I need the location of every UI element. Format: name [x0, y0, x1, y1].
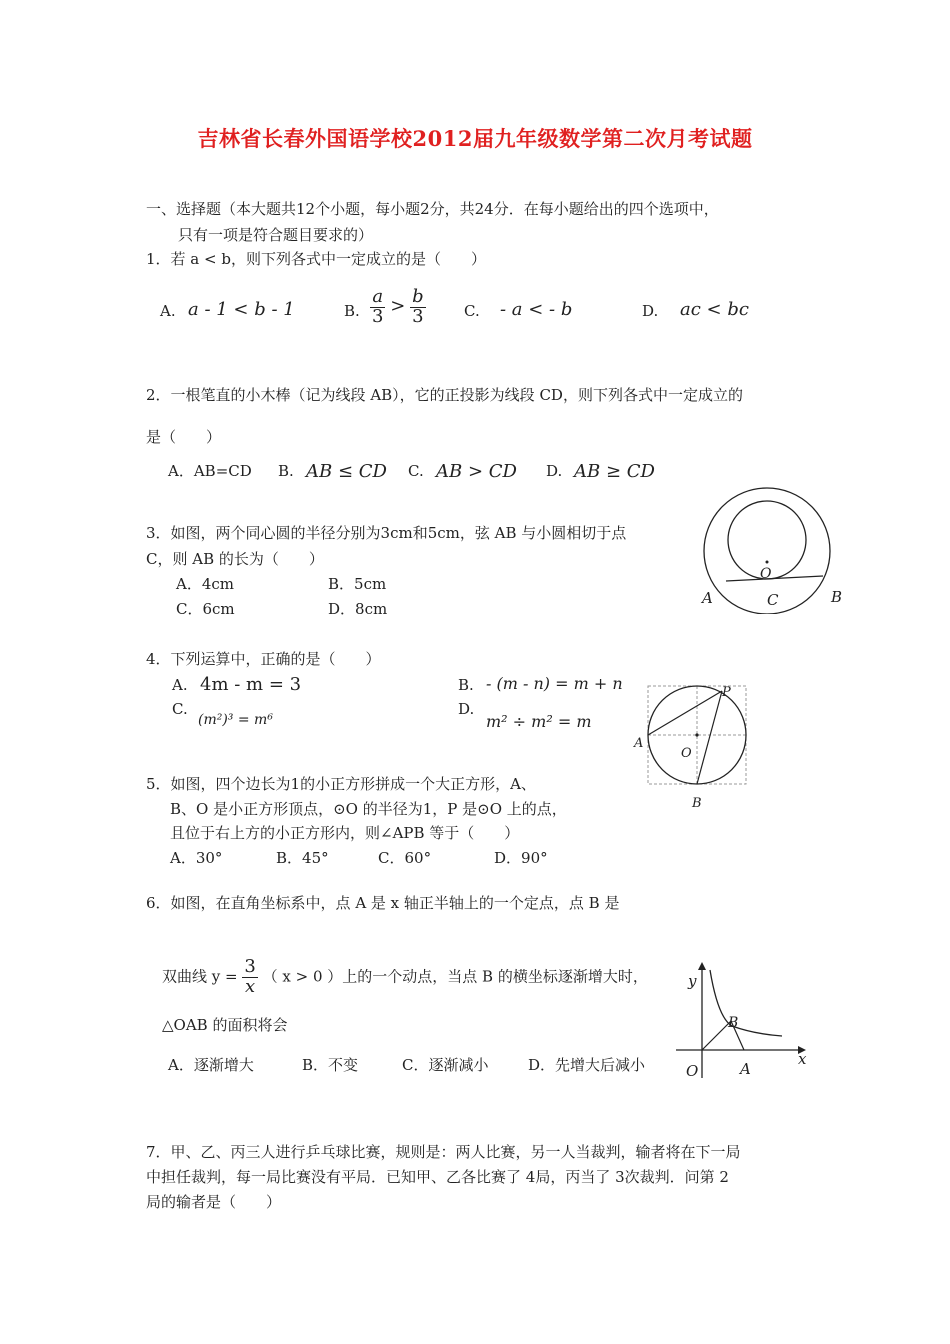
q3-option-a: A．4cm — [176, 575, 235, 593]
q4-option-b-label: B. — [458, 676, 474, 694]
q4-stem: 4．下列运算中，正确的是（ ） — [146, 650, 381, 668]
q5-center-dot — [695, 733, 698, 736]
q2-line2: 是（ ） — [146, 428, 222, 446]
q1-b-fraction-2: $\frac{b}{3}$ — [412, 286, 424, 327]
q5-label-p: P — [722, 685, 731, 700]
q5-label-o: O — [681, 746, 692, 761]
q5-line1: 5．如图，四个边长为1的小正方形拼成一个大正方形，A、 — [146, 775, 536, 793]
q6-option-d: D．先增大后减小 — [528, 1056, 646, 1074]
q6-label-b: B — [728, 1015, 739, 1031]
q6-line3: △OAB 的面积将会 — [162, 1016, 288, 1034]
q5-option-b: B．45° — [276, 849, 329, 867]
page-title: 吉林省长春外国语学校2012届九年级数学第二次月考试题 — [197, 126, 753, 151]
q4-option-a-label: A. — [172, 676, 188, 694]
q7-line1: 7．甲、乙、丙三人进行乒乓球比赛，规则是：两人比赛，另一人当裁判，输者将在下一局 — [146, 1143, 741, 1161]
q1-option-c: - a < - b — [500, 299, 573, 320]
q3-chord-ab — [726, 576, 823, 581]
q1-stem: 1．若 a < b，则下列各式中一定成立的是（ ） — [146, 250, 486, 268]
q5-chord-ap — [648, 691, 722, 735]
q3-concentric-circles-figure — [690, 484, 860, 614]
q2-option-d: AB ≥ CD — [574, 461, 655, 482]
q5-label-b: B — [692, 796, 702, 811]
q6-y-axis-arrow — [698, 962, 706, 970]
q3-label-o: O — [760, 566, 772, 582]
q4-option-a: 4m - m = 3 — [200, 674, 302, 695]
q6-option-a: A．逐渐增大 — [168, 1056, 254, 1074]
q5-option-d: D．90° — [494, 849, 548, 867]
q1-option-d-label: D. — [642, 302, 659, 320]
q5-chord-bp — [697, 691, 722, 784]
q6-label-o: O — [686, 1062, 699, 1080]
q1-option-b-label: B. — [344, 302, 360, 320]
q5-line2: B、O 是小正方形顶点，⊙O 的半径为1，P 是⊙O 上的点， — [170, 800, 567, 818]
q3-line2: C，则 AB 的长为（ ） — [146, 550, 324, 568]
q6-option-c: C．逐渐减小 — [402, 1056, 489, 1074]
q3-label-a: A — [702, 589, 713, 607]
q3-option-d: D．8cm — [328, 600, 388, 618]
q6-line1: 6．如图，在直角坐标系中，点 A 是 x 轴正半轴上的一个定点，点 B 是 — [146, 894, 620, 912]
q2-option-c: AB > CD — [436, 461, 517, 482]
q1-b-fraction-1: $\frac{a}{3}$ — [372, 286, 384, 327]
q6-option-b: B．不变 — [302, 1056, 359, 1074]
q4-option-d: m² ÷ m² = m — [486, 712, 592, 731]
q7-line2: 中担任裁判，每一局比赛没有平局．已知甲、乙各比赛了 4局，丙当了 3次裁判．问第 2 — [146, 1168, 729, 1186]
q1-option-d: ac < bc — [680, 299, 749, 320]
q2-option-b: AB ≤ CD — [306, 461, 387, 482]
q5-line3: 且位于右上方的小正方形内，则∠APB 等于（ ） — [170, 824, 520, 842]
q4-option-c-label: C. — [172, 700, 188, 718]
q3-line1: 3．如图，两个同心圆的半径分别为3cm和5cm，弦 AB 与小圆相切于点 — [146, 524, 627, 542]
q5-option-a: A．30° — [170, 849, 223, 867]
q4-option-b: - (m - n) = m + n — [486, 674, 623, 693]
q1-option-a: a - 1 < b - 1 — [188, 299, 295, 320]
q6-label-y: y — [688, 972, 697, 990]
q5-square-circle-figure — [628, 680, 758, 812]
q2-option-d-label: D. — [546, 462, 563, 480]
q3-label-b: B — [831, 588, 843, 606]
q4-option-d-label: D. — [458, 700, 475, 718]
section-heading-line1: 一、选择题（本大题共12个小题，每小题2分，共24分．在每小题给出的四个选项中， — [146, 200, 719, 218]
q5-label-a: A — [634, 736, 644, 751]
q2-option-b-label: B. — [278, 462, 294, 480]
q5-option-c: C．60° — [378, 849, 432, 867]
q2-option-a: A．AB=CD — [168, 462, 252, 480]
q7-line3: 局的输者是（ ） — [146, 1193, 282, 1211]
q1-option-a-label: A. — [160, 302, 176, 320]
q6-hyperbola-curve — [710, 970, 782, 1036]
q3-center-dot — [766, 561, 769, 564]
q2-option-c-label: C. — [408, 462, 424, 480]
q1-option-b: $\frac{a}{3}$ > $\frac{b}{3}$ — [372, 286, 424, 327]
q3-label-c: C — [767, 591, 779, 609]
q3-option-b: B．5cm — [328, 575, 387, 593]
q6-segment-ob — [702, 1021, 731, 1050]
q3-option-c: C．6cm — [176, 600, 235, 618]
q6-label-a: A — [740, 1060, 751, 1078]
q1-option-c-label: C. — [464, 302, 480, 320]
q6-fraction: $\frac{3}{x}$ — [244, 956, 256, 997]
q6-hyperbola-figure — [674, 958, 814, 1086]
q4-option-c: (m²)³ = m⁶ — [198, 712, 273, 728]
q6-line2: 双曲线 y = $\frac{3}{x}$ （ x > 0 ）上的一个动点，当点 B 的横坐标逐渐增大时， — [162, 956, 648, 997]
q6-label-x: x — [798, 1050, 807, 1068]
q2-line1: 2．一根笔直的小木棒（记为线段 AB），它的正投影为线段 CD，则下列各式中一定成立的 — [146, 386, 743, 404]
section-heading-line2: 只有一项是符合题目要求的） — [178, 226, 374, 244]
